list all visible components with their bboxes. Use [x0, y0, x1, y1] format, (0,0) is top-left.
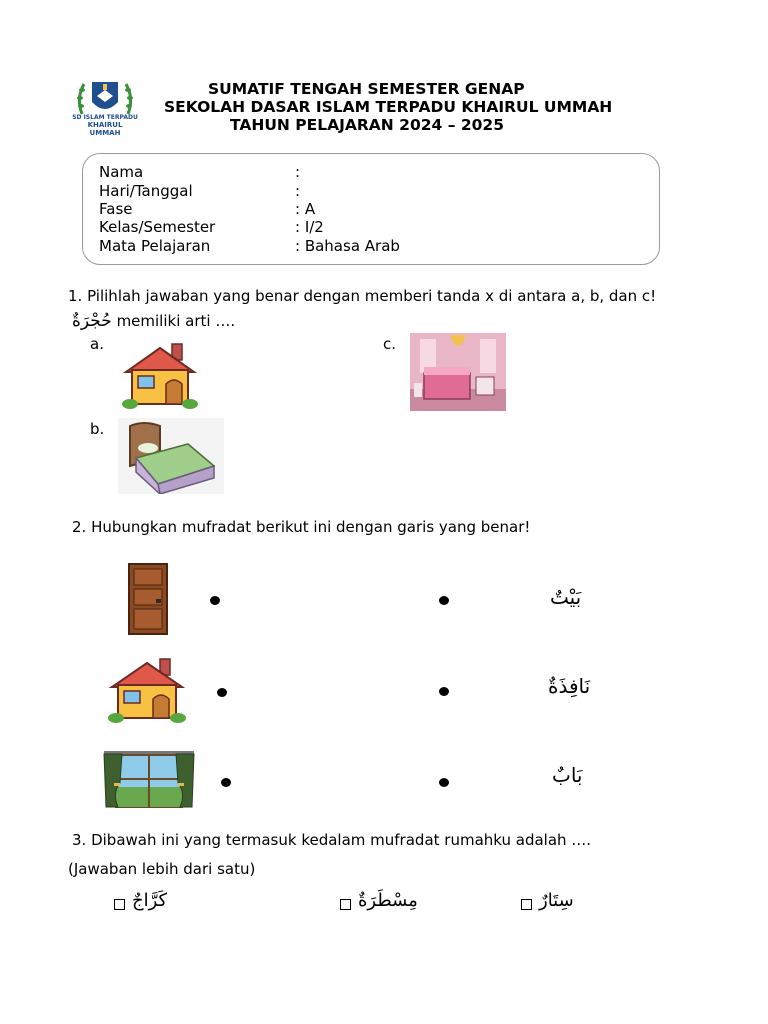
info-label: Mata Pelajaran: [99, 237, 211, 255]
match-dot-right[interactable]: [439, 778, 449, 787]
match-dot-right[interactable]: [439, 596, 449, 605]
q2-word-2: نَافِذَةٌ: [548, 674, 591, 698]
q1-suffix: memiliki arti ….: [116, 312, 236, 330]
school-logo: [72, 76, 138, 137]
q1-instruction-line: [68, 287, 656, 305]
student-info-box: [82, 153, 660, 265]
bedroom-icon[interactable]: [410, 333, 506, 411]
q2-instruction-line: [72, 518, 530, 536]
info-value: : Bahasa Arab: [295, 237, 400, 255]
door-icon[interactable]: [128, 563, 168, 635]
q3-choice-3: سِتَارٌ: [539, 890, 574, 911]
info-label: Kelas/Semester: [99, 218, 216, 236]
header-school-name: SEKOLAH DASAR ISLAM TERPADU KHAIRUL UMMAH: [164, 98, 613, 116]
match-dot-right[interactable]: [439, 687, 449, 696]
house-icon[interactable]: [106, 657, 188, 723]
house-icon[interactable]: [120, 342, 200, 410]
q1-option-b-letter: b.: [90, 420, 105, 438]
q3-checkbox-3[interactable]: [521, 899, 532, 910]
q1-question-line: [72, 311, 235, 331]
q3-instruction-line: [72, 831, 591, 849]
q2-word-3: بَابٌ: [552, 763, 583, 787]
q3-checkbox-1[interactable]: [114, 899, 125, 910]
match-dot-left[interactable]: [217, 688, 227, 697]
info-value: : A: [295, 200, 316, 218]
q3-choice-2: مِسْطَرَةٌ: [358, 890, 418, 911]
header-year: TAHUN PELAJARAN 2024 – 2025: [230, 116, 504, 134]
q1-number: 1.: [68, 287, 83, 305]
q1-option-c-letter: c.: [383, 335, 397, 353]
match-dot-left[interactable]: [210, 596, 220, 605]
info-label: Nama: [99, 163, 144, 181]
q2-word-1: بَيْتٌ: [550, 585, 582, 609]
info-value: :: [295, 182, 301, 200]
q3-number: 3.: [72, 831, 87, 849]
q1-option-a-letter: a.: [90, 335, 104, 353]
window-icon[interactable]: [102, 749, 196, 809]
info-label: Hari/Tanggal: [99, 182, 193, 200]
q1-arabic-word: حُجْرَةٌ: [72, 311, 112, 331]
header-title: SUMATIF TENGAH SEMESTER GENAP: [208, 80, 525, 98]
q3-choice-1: كَرَّاجٌ: [132, 890, 168, 911]
bed-icon[interactable]: [118, 418, 224, 494]
info-label: Fase: [99, 200, 133, 218]
info-value: :: [295, 163, 301, 181]
q3-instruction: Dibawah ini yang termasuk kedalam mufradat rumahku adalah ….: [91, 831, 592, 849]
info-value: : I/2: [295, 218, 324, 236]
match-dot-left[interactable]: [221, 778, 231, 787]
q1-instruction: Pilihlah jawaban yang benar dengan memberi tanda x di antara a, b, dan c!: [87, 287, 657, 305]
q2-instruction: Hubungkan mufradat berikut ini dengan garis yang benar!: [91, 518, 531, 536]
q3-checkbox-2[interactable]: [340, 899, 351, 910]
q2-number: 2.: [72, 518, 87, 536]
logo-text-bottom: KHAIRUL UMMAH: [87, 121, 123, 137]
q3-note: (Jawaban lebih dari satu): [68, 860, 256, 878]
logo-text-top: SD ISLAM TERPADU: [72, 114, 138, 121]
